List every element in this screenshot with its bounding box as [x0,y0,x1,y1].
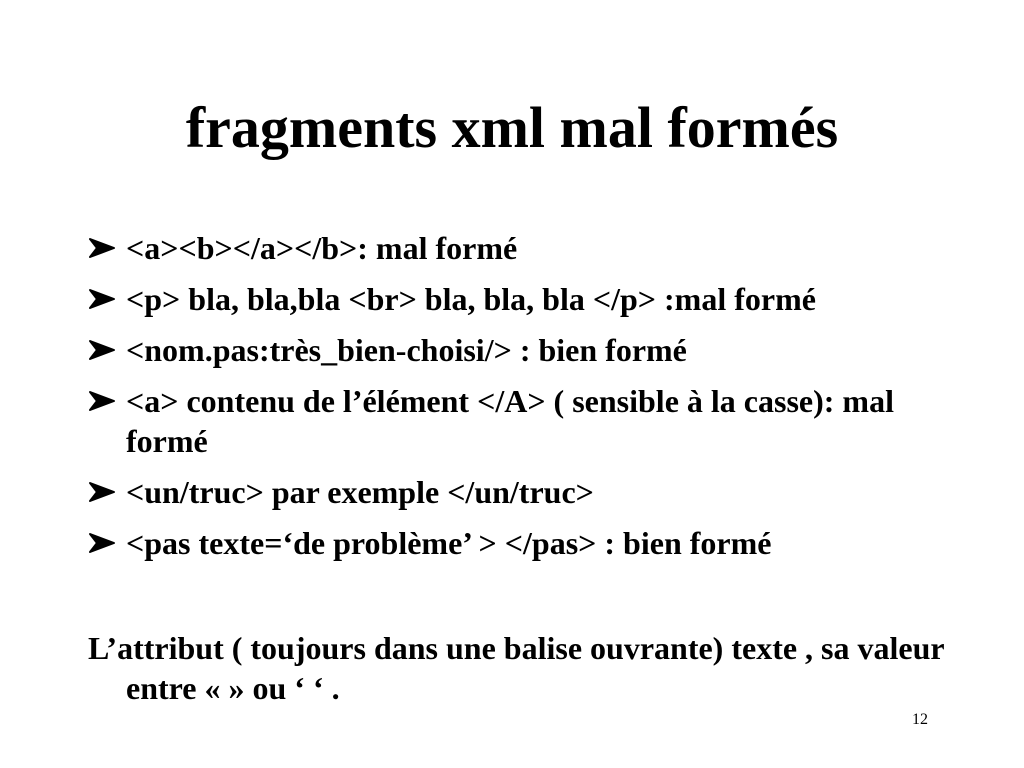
bullet-text: <a> contenu de l’élément </A> ( sensible à la casse): mal formé [126,383,894,459]
bullet-text: <un/truc> par exemple </un/truc> [126,474,594,510]
slide-title: fragments xml mal formés [185,95,839,160]
list-item [88,279,948,319]
list-item [88,228,948,268]
attribute-note: L’attribut ( toujours dans une balise ouvrante) texte , sa valeur entre « » ou ‘ ‘ . [88,630,945,706]
slide-number: 12 [912,711,928,728]
bullet-text: <nom.pas:très_bien-choisi/> : bien formé [126,332,687,368]
bullet-text: <p> bla, bla,bla <br> bla, bla, bla </p> :mal formé [126,281,816,317]
arrow-bullet-icon [88,237,116,259]
arrow-bullet-icon [88,481,116,503]
list-item [88,472,948,512]
arrow-bullet-icon [88,532,116,554]
list-item [88,381,948,461]
bullet-list [88,228,948,574]
bullet-text: <pas texte=‘de problème’ > </pas> : bien formé [126,525,772,561]
list-item [88,523,948,563]
bullet-text: <a><b></a></b>: mal formé [126,230,518,266]
arrow-bullet-icon [88,339,116,361]
arrow-bullet-icon [88,390,116,412]
arrow-bullet-icon [88,288,116,310]
list-item [88,330,948,370]
